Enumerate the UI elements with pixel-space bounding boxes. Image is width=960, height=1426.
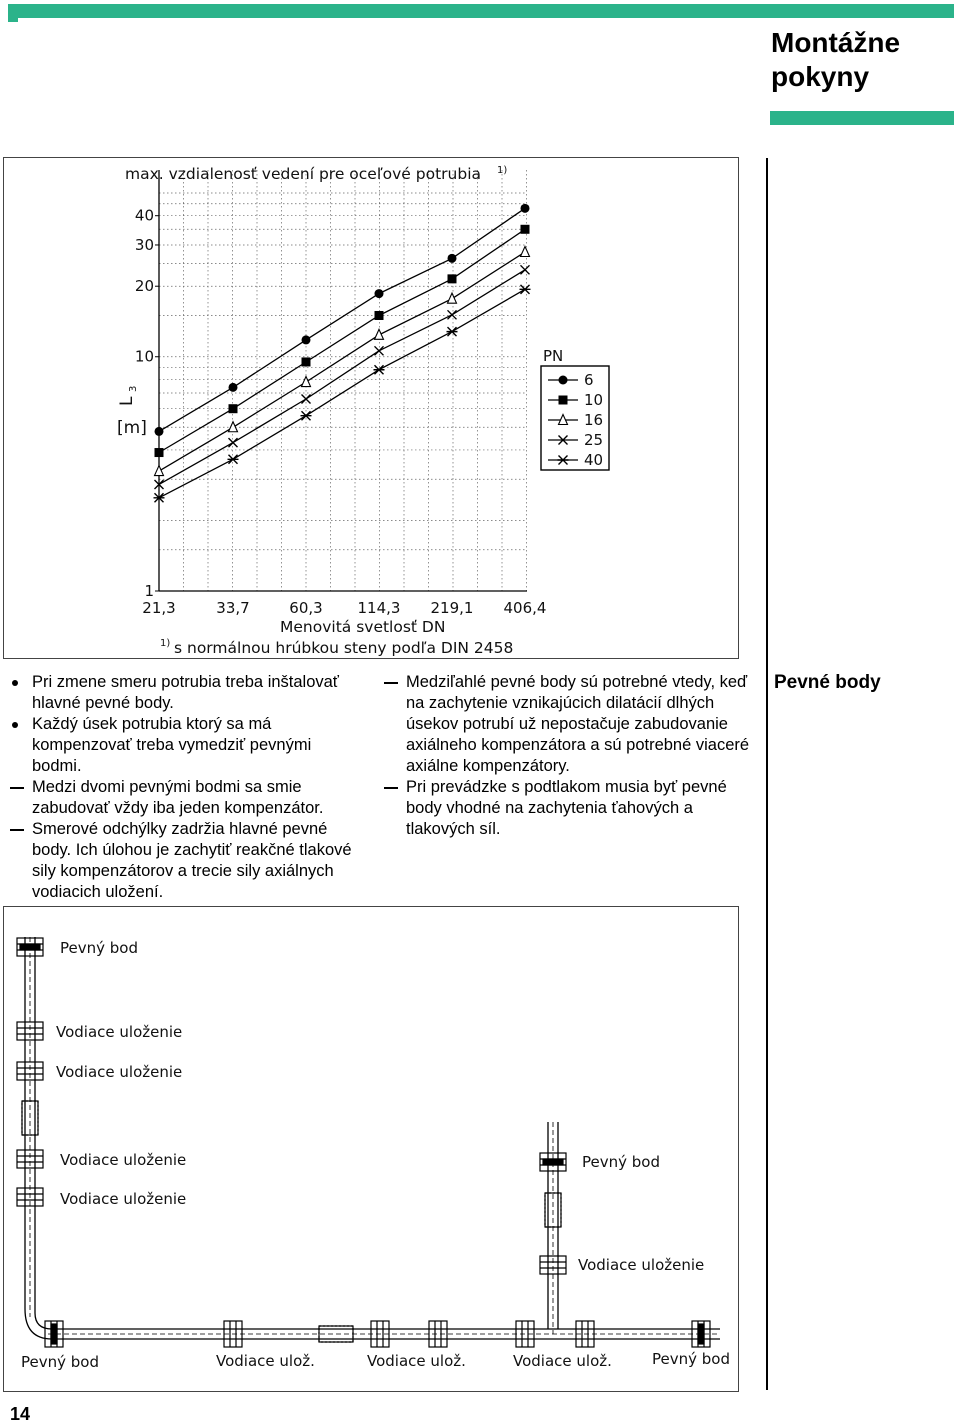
y-axis-subscript: 3 — [128, 385, 139, 392]
top-color-bar — [8, 4, 954, 18]
legend-marker — [559, 396, 568, 405]
list-item: Smerové odchýlky zadržia hlavné pevné body. Ich úlohou je zachytiť reakčné tlakové sily kompenzátorov a trecie sily axiálnych vodiacich uložení. — [32, 820, 352, 901]
chart-grid — [159, 170, 527, 591]
x-tick-label: 114,3 — [357, 599, 401, 617]
data-point-pn-16 — [448, 293, 457, 303]
data-point-pn-40 — [374, 365, 385, 374]
list-item: Pri zmene smeru potrubia treba inštalovať hlavné pevné body. — [32, 673, 339, 712]
chart-legend — [548, 371, 603, 469]
legend-label: 40 — [584, 451, 604, 469]
chart-svg — [4, 158, 740, 660]
series-line-pn-16 — [159, 252, 525, 471]
label-fixed-top: Pevný bod — [60, 939, 138, 957]
label-bottom-guide-3: Vodiace ulož. — [513, 1352, 612, 1370]
series-line-pn-6 — [159, 208, 525, 431]
data-point-pn-6 — [448, 254, 457, 263]
label-bottom-fixed-left: Pevný bod — [21, 1353, 99, 1371]
label-bottom-guide-2: Vodiace ulož. — [367, 1352, 466, 1370]
sidebar-divider — [766, 158, 768, 1390]
label-guide-3: Vodiace uloženie — [60, 1151, 187, 1169]
series-line-pn-40 — [159, 289, 525, 498]
left-text-column — [8, 672, 363, 903]
series-markers — [154, 204, 531, 502]
x-axis-label: Menovitá svetlosť DN — [280, 618, 446, 636]
x-tick-label: 60,3 — [289, 599, 323, 617]
x-tick-label: 21,3 — [142, 599, 176, 617]
data-point-pn-6 — [375, 289, 384, 298]
legend-title: PN — [543, 347, 564, 365]
label-guide-2: Vodiace uloženie — [56, 1063, 183, 1081]
list-item: Medzi dvomi pevnými bodmi sa smie zabudovať vždy iba jeden kompenzátor. — [32, 778, 324, 817]
section-title: Montážne pokyny — [771, 27, 901, 92]
spacing-chart — [3, 157, 739, 659]
label-branch-guide: Vodiace uloženie — [578, 1256, 705, 1274]
chart-footnote: s normálnou hrúbkou steny podľa DIN 2458 — [174, 639, 514, 657]
list-item: Každý úsek potrubia ktorý sa má kompenzovať treba vymedziť pevnými bodmi. — [32, 715, 312, 775]
data-point-pn-6 — [521, 204, 530, 213]
data-point-pn-6 — [155, 427, 164, 436]
data-point-pn-16 — [375, 329, 384, 339]
data-point-pn-16 — [302, 377, 311, 387]
footnote-mark: 1) — [160, 638, 171, 649]
label-guide-1: Vodiace uloženie — [56, 1023, 183, 1041]
diagram-svg — [4, 907, 740, 1393]
data-point-pn-16 — [229, 422, 238, 432]
compensators — [22, 1101, 561, 1342]
data-point-pn-25 — [375, 346, 384, 355]
y-axis-symbol: L — [117, 396, 137, 406]
data-point-pn-6 — [229, 383, 238, 392]
y-tick-label: 1 — [144, 582, 154, 600]
data-point-pn-25 — [229, 438, 238, 447]
list-item: Pri prevádzke s podtlakom musia byť pevné body vhodné na zachytenia ťahových a tlakových síl. — [406, 778, 727, 838]
label-bottom-fixed-right: Pevný bod — [652, 1350, 730, 1368]
x-tick-label: 406,4 — [503, 599, 547, 617]
y-tick-label: 30 — [134, 235, 154, 254]
data-point-pn-40 — [447, 327, 458, 336]
page-number: 14 — [10, 1404, 31, 1424]
legend-label: 16 — [584, 411, 604, 429]
legend-label: 6 — [584, 371, 594, 389]
legend-label: 25 — [584, 431, 604, 449]
legend-marker — [558, 456, 569, 465]
x-tick-label: 219,1 — [430, 599, 474, 617]
series-line-pn-10 — [159, 229, 525, 452]
data-point-pn-10 — [155, 448, 164, 457]
section-accent-bar — [770, 111, 954, 125]
sidebar-heading: Pevné body — [774, 672, 881, 693]
data-point-pn-10 — [302, 357, 311, 366]
data-point-pn-10 — [521, 225, 530, 234]
top-bar-notch — [8, 4, 18, 22]
vertical-supports — [17, 938, 566, 1274]
label-branch-fixed: Pevný bod — [582, 1153, 660, 1171]
data-point-pn-40 — [228, 455, 239, 464]
data-point-pn-40 — [520, 285, 531, 294]
y-axis-unit: [m] — [117, 418, 147, 438]
label-guide-4: Vodiace uloženie — [60, 1190, 187, 1208]
x-tick-label: 33,7 — [216, 599, 250, 617]
data-point-pn-25 — [521, 265, 530, 274]
legend-marker — [559, 376, 568, 385]
pipe-lines — [25, 937, 720, 1339]
chart-title: max. vzdialenosť vedení pre oceľové potrubia — [125, 165, 481, 183]
y-tick-label: 20 — [134, 277, 154, 296]
x-tick-labels — [142, 599, 546, 617]
data-point-pn-10 — [448, 274, 457, 283]
y-tick-label: 10 — [134, 347, 154, 366]
data-point-pn-10 — [229, 404, 238, 413]
data-point-pn-10 — [375, 311, 384, 320]
pipe-layout-diagram — [3, 906, 739, 1392]
right-text-column — [382, 672, 762, 840]
data-point-pn-16 — [521, 246, 530, 256]
series-lines — [159, 208, 525, 498]
chart-title-note: 1) — [497, 165, 508, 176]
list-item: Medziľahlé pevné body sú potrebné vtedy, keď na zachytenie vznikajúcich dilatácií dlhých úsekov potrubí už nepostačuje zabudovanie axiálneho kompenzátora a sú potrebné viaceré axiálne kompenzátory. — [406, 673, 750, 775]
y-tick-label: 40 — [134, 206, 154, 225]
label-bottom-guide-1: Vodiace ulož. — [216, 1352, 315, 1370]
data-point-pn-16 — [155, 466, 164, 476]
series-line-pn-25 — [159, 270, 525, 485]
data-point-pn-25 — [448, 310, 457, 319]
legend-label: 10 — [584, 391, 604, 409]
data-point-pn-6 — [302, 335, 311, 344]
y-tick-labels — [135, 207, 159, 600]
